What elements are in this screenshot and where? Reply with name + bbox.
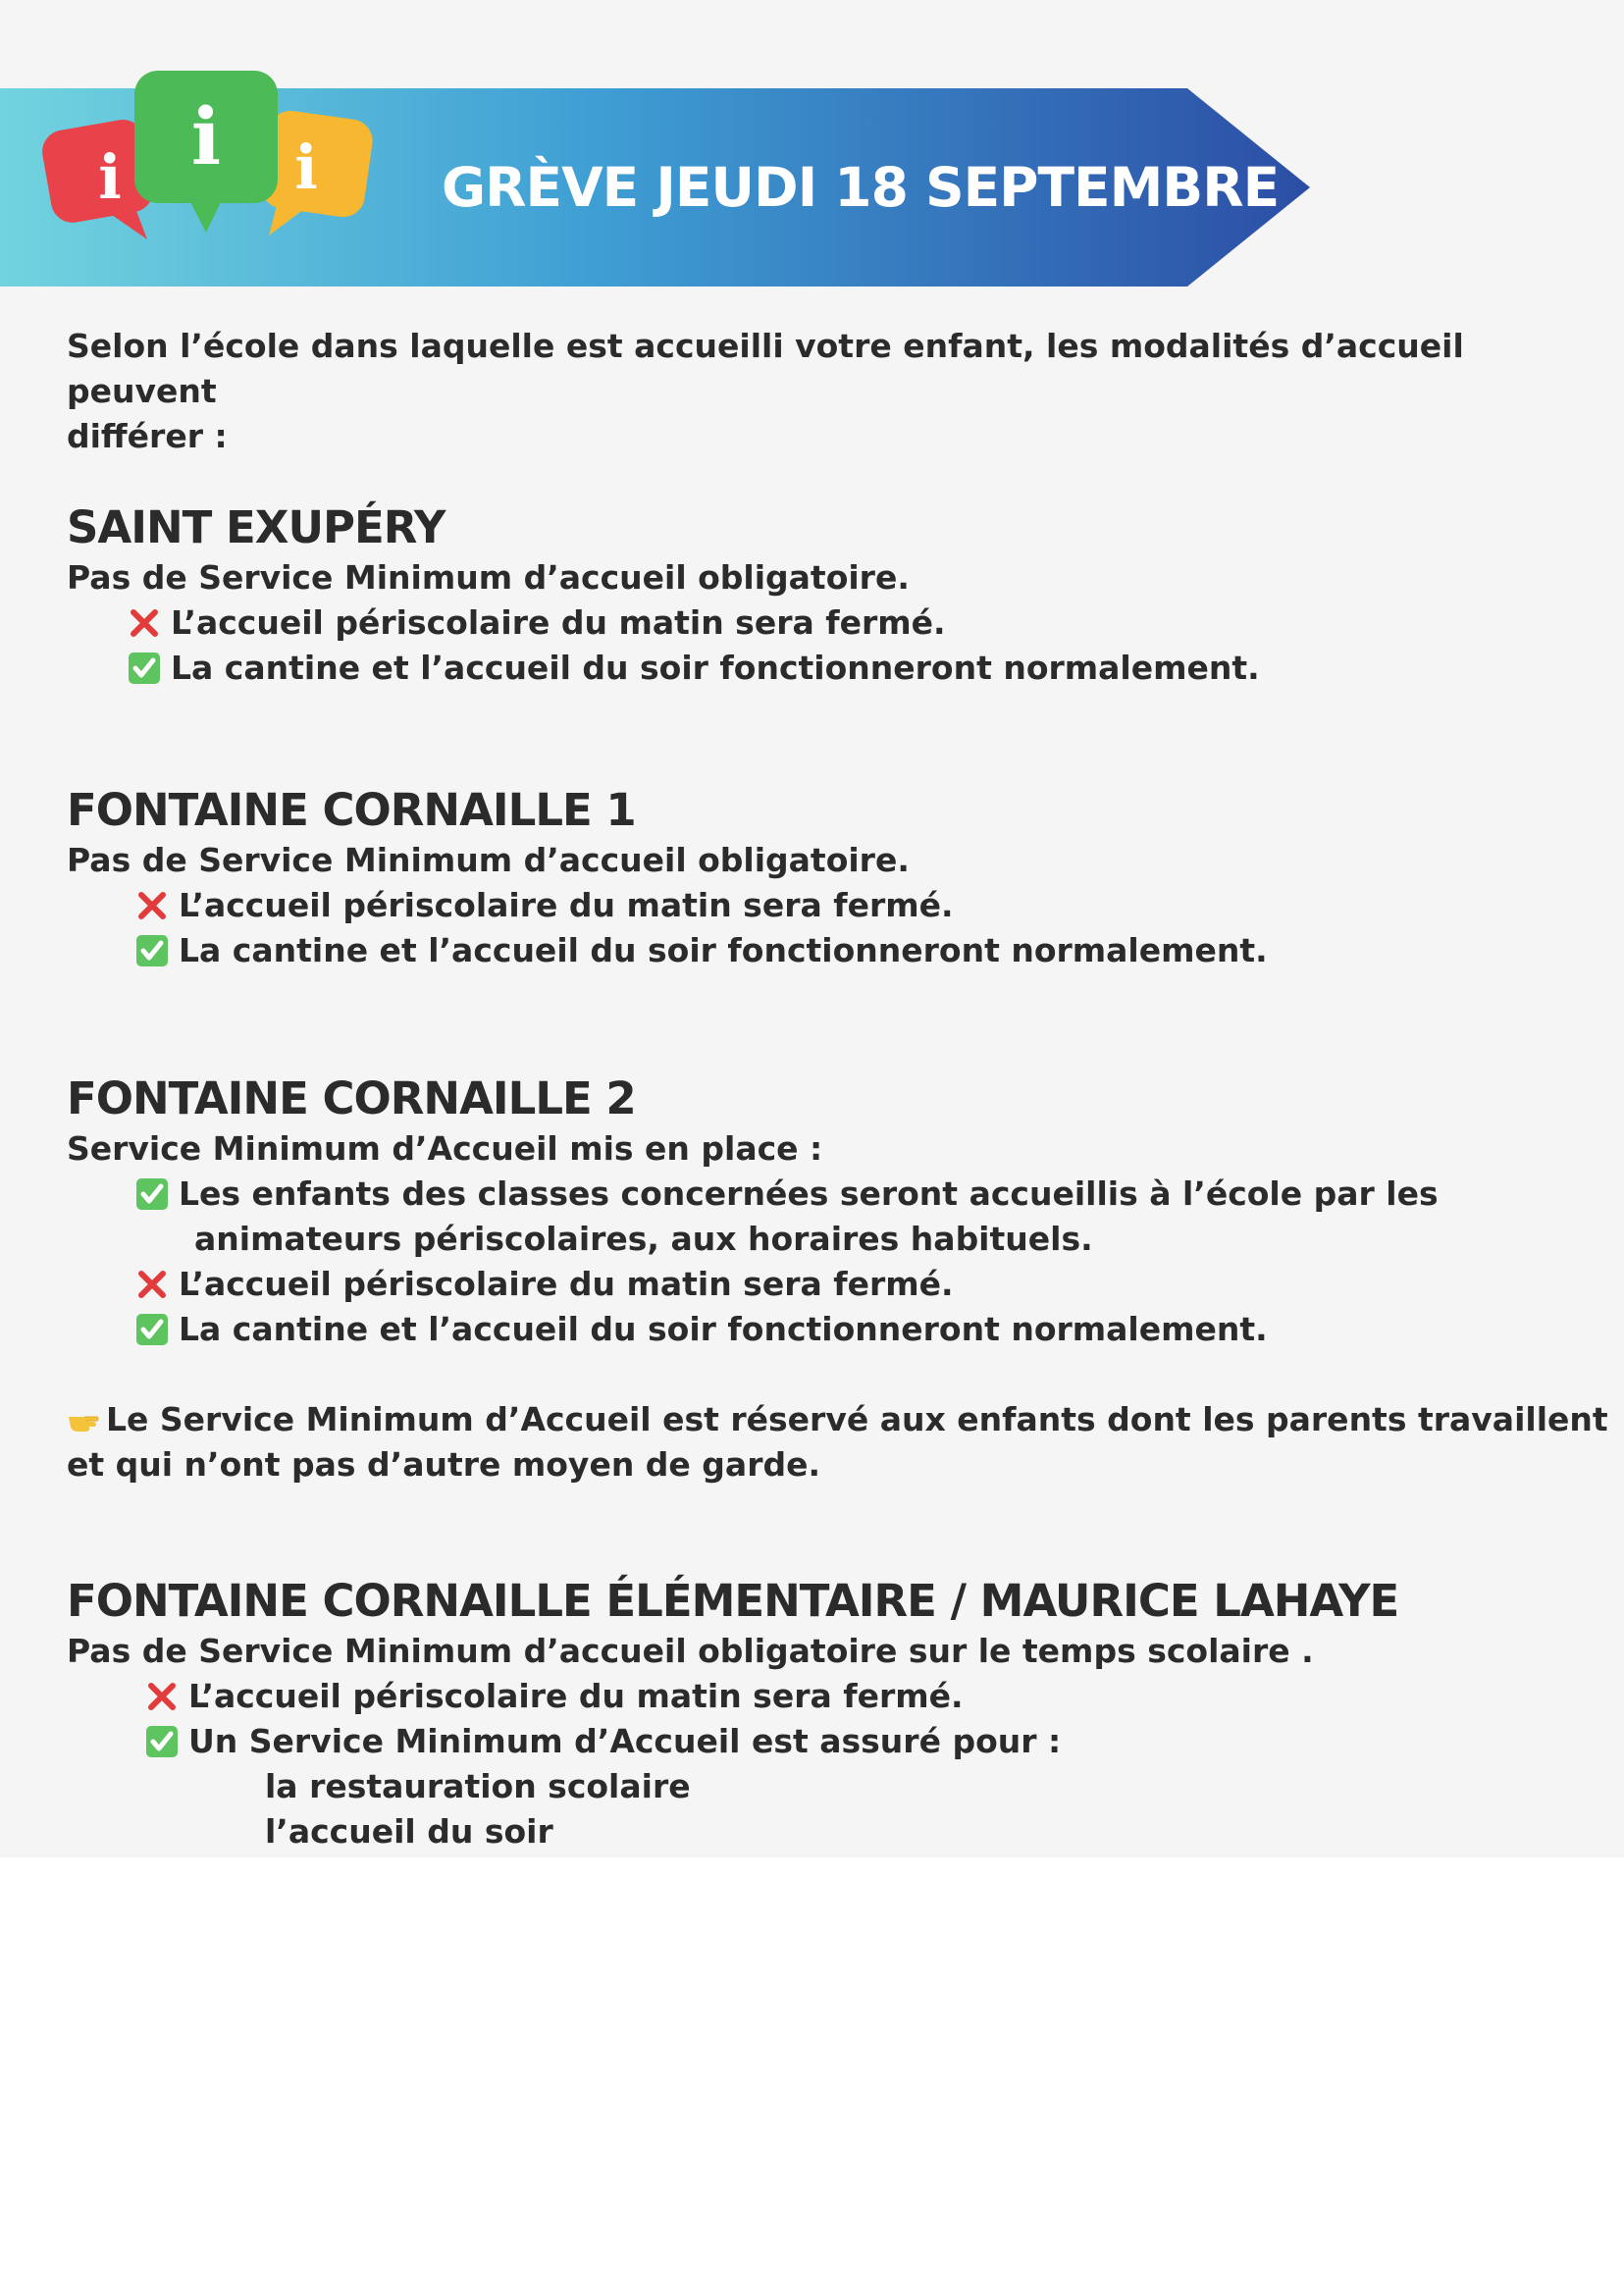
section-title: FONTAINE CORNAILLE ÉLÉMENTAIRE / MAURICE LAHAYE xyxy=(67,1575,1399,1627)
list-item-text: Un Service Minimum d’Accueil est assuré pour : xyxy=(188,1722,1062,1760)
section-subtitle: Service Minimum d’Accueil mis en place : xyxy=(67,1129,823,1168)
section-fontaine-cornaille-2 xyxy=(67,1071,1608,1487)
note-line-1 xyxy=(67,1397,1608,1442)
section-subtitle: Pas de Service Minimum d’accueil obligatoire sur le temps scolaire . xyxy=(67,1632,1314,1670)
list-item-text: Les enfants des classes concernées seront accueillis à l’école par les xyxy=(179,1174,1439,1213)
logo-letter: i xyxy=(98,141,122,213)
page-title: GRÈVE JEUDI 18 SEPTEMBRE xyxy=(442,156,1280,219)
section-saint-exupery xyxy=(67,500,1539,691)
list-item xyxy=(67,1262,1539,1307)
cross-icon xyxy=(128,606,161,640)
logo-letter: i xyxy=(190,90,222,183)
section-subtitle: Pas de Service Minimum d’accueil obligatoire. xyxy=(67,841,910,879)
note-line-2: et qui n’ont pas d’autre moyen de garde. xyxy=(67,1445,821,1484)
check-icon xyxy=(128,652,161,685)
list-item xyxy=(67,646,1539,691)
list-item-continuation: animateurs périscolaires, aux horaires habituels. xyxy=(194,1220,1093,1258)
pointing-hand-icon xyxy=(67,1403,100,1436)
check-icon xyxy=(145,1725,179,1758)
section-fontaine-cornaille-elementaire xyxy=(67,1574,1539,1854)
list-item-text: L’accueil périscolaire du matin sera fermé. xyxy=(188,1677,964,1715)
check-icon xyxy=(135,1177,169,1211)
list-item-text: L’accueil périscolaire du matin sera fermé. xyxy=(179,886,954,924)
green-info-bubble-icon xyxy=(134,71,278,233)
cross-icon xyxy=(145,1680,179,1713)
cross-icon xyxy=(135,1268,169,1301)
note xyxy=(67,1397,1608,1487)
list-item-text: La cantine et l’accueil du soir fonctionneront normalement. xyxy=(179,931,1268,969)
note-text: Le Service Minimum d’Accueil est réservé aux enfants dont les parents travaillent xyxy=(106,1400,1608,1438)
check-icon xyxy=(135,934,169,967)
check-icon xyxy=(135,1313,169,1346)
list-item xyxy=(67,883,1539,928)
list-item xyxy=(67,600,1539,646)
list-item xyxy=(67,928,1539,973)
intro-line-2: différer : xyxy=(67,417,228,455)
section-title: FONTAINE CORNAILLE 1 xyxy=(67,784,636,836)
section-title: SAINT EXUPÉRY xyxy=(67,501,445,553)
list-item xyxy=(67,1172,1539,1217)
info-bubbles-logo xyxy=(41,71,375,247)
list-item-text: L’accueil périscolaire du matin sera fermé. xyxy=(171,603,946,642)
list-item-text: La cantine et l’accueil du soir fonctionneront normalement. xyxy=(179,1310,1268,1348)
logo-letter: i xyxy=(294,131,318,203)
section-subtitle: Pas de Service Minimum d’accueil obligatoire. xyxy=(67,558,910,597)
list-item xyxy=(67,1719,1539,1764)
main-content xyxy=(67,324,1608,1854)
section-title: FONTAINE CORNAILLE 2 xyxy=(67,1072,636,1124)
list-item-text: L’accueil périscolaire du matin sera fermé. xyxy=(179,1265,954,1303)
cross-icon xyxy=(135,889,169,922)
list-item xyxy=(67,1674,1539,1719)
section-fontaine-cornaille-1 xyxy=(67,783,1539,973)
list-item xyxy=(67,1307,1539,1352)
sub-list-item: l’accueil du soir xyxy=(265,1812,553,1851)
intro-line-1: Selon l’école dans laquelle est accueilli votre enfant, les modalités d’accueil peuvent xyxy=(67,327,1464,410)
list-item-text: La cantine et l’accueil du soir fonctionneront normalement. xyxy=(171,649,1260,687)
sub-list-item: la restauration scolaire xyxy=(265,1767,691,1805)
